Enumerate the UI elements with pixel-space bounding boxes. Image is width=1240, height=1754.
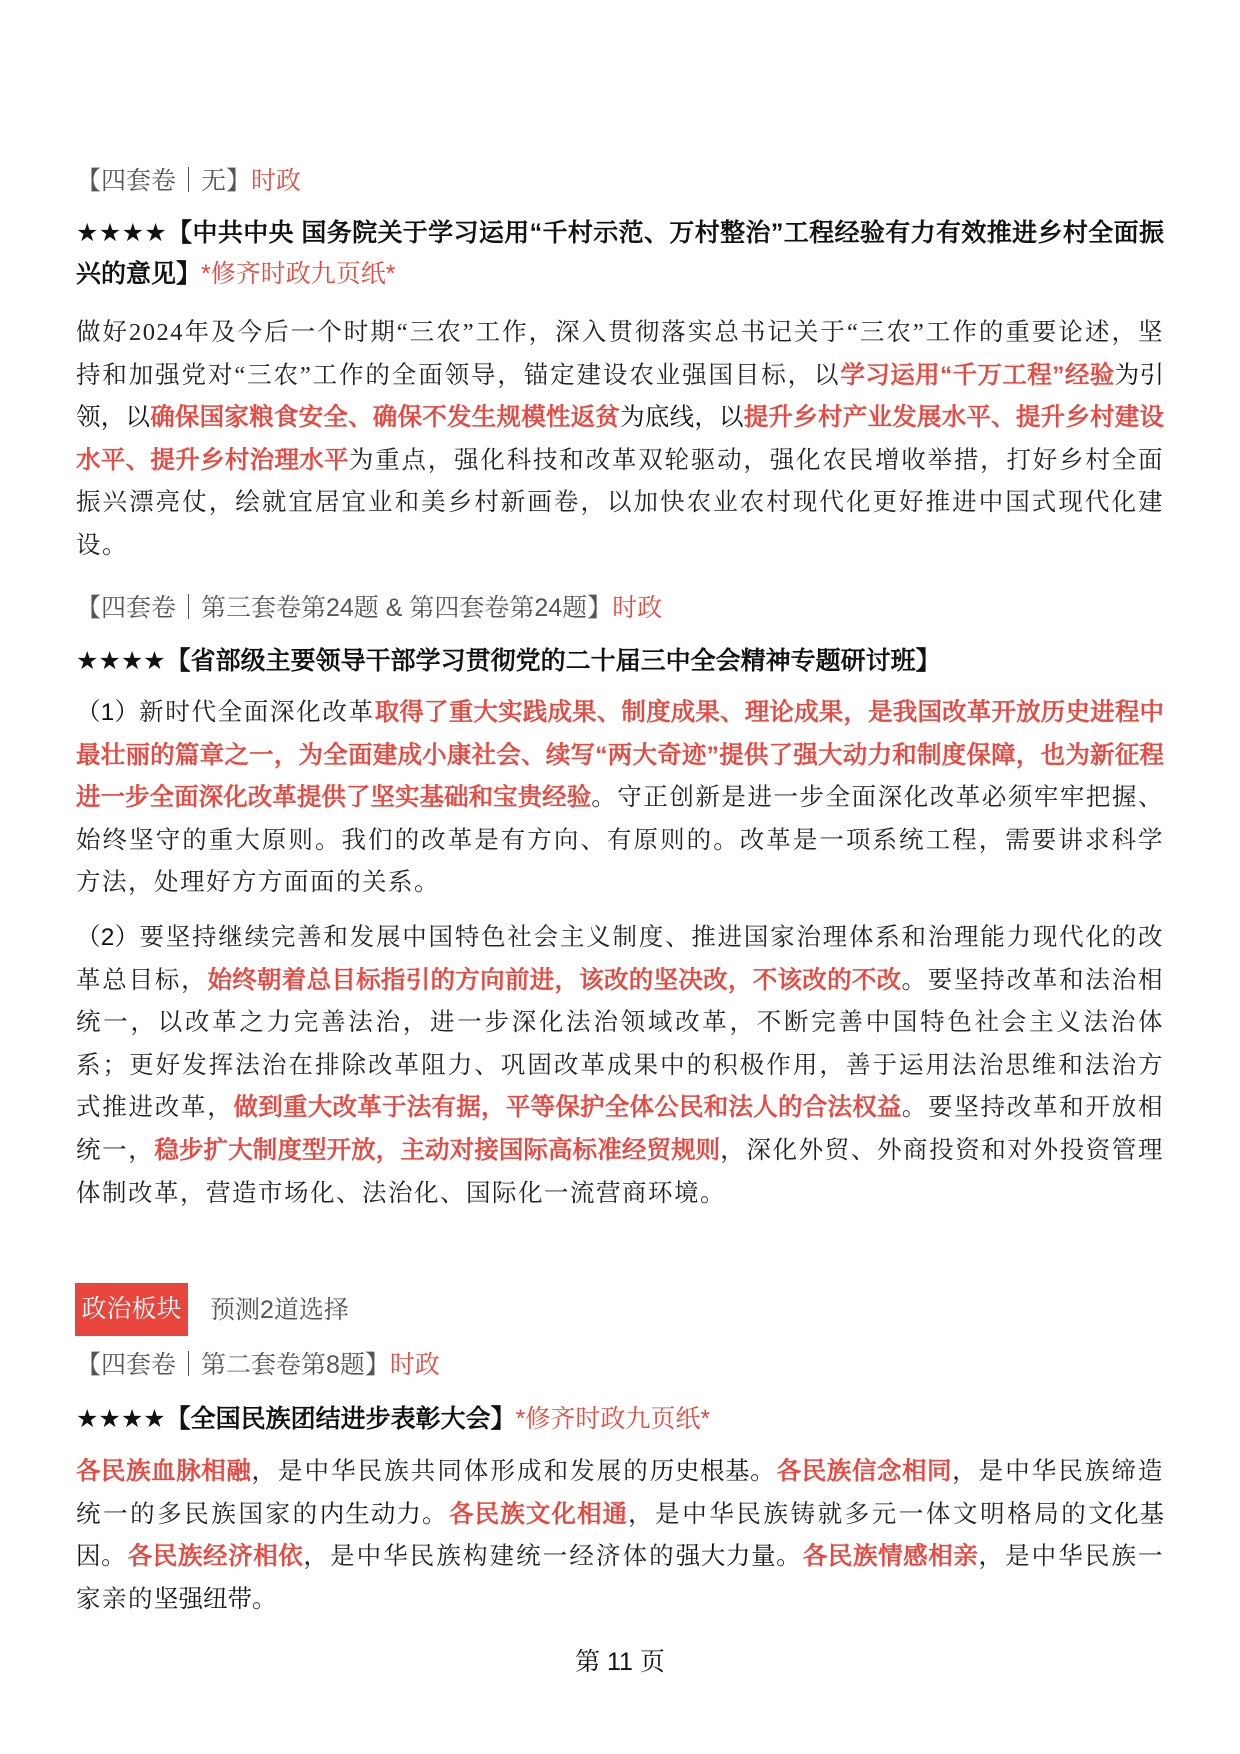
- highlighted-text: 各民族文化相通: [449, 1500, 629, 1528]
- highlighted-text: 取得了重大实践成果、制度成果、理论成果，是我国改革开放历史进程中最壮丽的篇章之一，为全面建成小康社会、续写“两大奇迹”提供了强大动力和制度保障，也为新征程进一步全面深化改革提供了坚实基础和宝贵经验: [76, 699, 1164, 812]
- text-segment: 强大力量: [675, 1543, 777, 1571]
- text-segment: 文化基因: [76, 1500, 1165, 1571]
- source-line-3: [76, 1348, 1164, 1382]
- item-title-3: [76, 1399, 1164, 1440]
- text-segment: 历史根基: [649, 1458, 751, 1485]
- text-segment: ，是中华民族缔造统一的多民族国家的: [76, 1458, 1165, 1528]
- text-segment: 。要坚持改革和开放相统一，: [76, 1094, 1164, 1164]
- text-segment: 新时代全面深化改革: [139, 699, 375, 726]
- highlighted-text: 做到重大改革于法有据，平等保护全体公民和法人的合法权益: [233, 1094, 902, 1122]
- text-segment: 为底线，以: [620, 404, 744, 432]
- text-segment: 要坚持继续完善和发展中国特色社会主义制度、推进国家治理体系和治理能力现代化的改革总目标，: [76, 924, 1164, 994]
- topic-tag: 时政: [389, 1351, 440, 1379]
- source-line-1: [76, 164, 1164, 198]
- paragraph: [76, 692, 1164, 905]
- highlighted-text: 各民族情感相亲: [802, 1543, 979, 1571]
- text-segment: ，是中华民族构建统一经济体的: [303, 1543, 676, 1571]
- source-note: *修齐时政九页纸*: [201, 260, 396, 288]
- highlighted-text: 学习运用“千万工程”经验: [840, 361, 1115, 389]
- highlighted-text: 稳步扩大制度型开放，主动对接国际高标准经贸规则: [154, 1136, 721, 1164]
- text-segment: 为重点，强化科技和改革双轮驱动，强化农民增收举措，打好乡村全面振兴漂亮仗，绘就宜居宜业和美乡村新画卷，以加快农业农村现代化更好推进中国式现代化建设。: [76, 446, 1165, 559]
- section-badge-subtitle: 预测2道选择: [210, 1296, 349, 1324]
- section-badge: 政治板块: [75, 1283, 188, 1336]
- text-segment: （2）: [76, 924, 140, 951]
- paragraph: [76, 312, 1164, 568]
- source-line-2: [76, 591, 1164, 625]
- source-text: 【四套卷｜第二套卷第8题】: [76, 1351, 390, 1379]
- source-text: 【四套卷｜第三套卷第24题 & 第四套卷第24题】: [76, 594, 613, 622]
- item-title-1: [76, 213, 1164, 295]
- highlighted-text: 各民族血脉相融: [76, 1458, 252, 1485]
- text-segment: 为引领，以: [76, 361, 1165, 432]
- text-segment: 。要坚持改革和法治相统一，以改革之力完善法治，进一步深化法治领域改革，不断完善中国特色社会主义法治体系；更好发挥法治在排除改革阻力、巩固改革成果中的积极作用，善于运用法治思维和法治方式推进改革，: [76, 966, 1165, 1122]
- topic-tag: 时政: [612, 594, 663, 622]
- highlighted-text: 确保国家粮食安全、确保不发生规模性返贫: [150, 404, 621, 432]
- text-segment: ，是中华民族共同体形成和发展的: [251, 1458, 650, 1485]
- title-text: ★★★★【中共中央 国务院关于学习运用“千村示范、万村整治”工程经验有力有效推进乡村全面振兴的意见】: [76, 219, 1164, 288]
- text-segment: 坚强纽带: [154, 1585, 252, 1613]
- text-segment: 。: [252, 1585, 278, 1613]
- text-segment: 。: [422, 1500, 450, 1528]
- item-title-2: [76, 641, 1164, 682]
- title-text: ★★★★【全国民族团结进步表彰大会】: [76, 1405, 516, 1433]
- highlighted-text: 提升乡村产业发展水平、提升乡村建设水平、提升乡村治理水平: [76, 404, 1165, 474]
- text-segment: 做好2024年及今后一个时期“三农”工作，深入贯彻落实总书记关于“三农”工作的重要论述，坚持和加强党对“三农”工作的全面领导，锚定建设农业强国目标，以: [76, 319, 1164, 389]
- title-text: ★★★★【省部级主要领导干部学习贯彻党的二十届三中全会精神专题研讨班】: [76, 647, 941, 675]
- page-number: 第 11 页: [575, 1648, 665, 1676]
- text-segment: 。: [101, 1543, 128, 1571]
- text-segment: ，是中华民族一家亲的: [76, 1543, 1165, 1613]
- text-segment: 。: [750, 1458, 777, 1485]
- paragraph: [76, 917, 1164, 1215]
- text-segment: ，深化外贸、外商投资和对外投资管理体制改革，营造市场化、法治化、国际化一流营商环境。: [76, 1136, 1165, 1207]
- text-segment: 内生动力: [319, 1500, 422, 1528]
- source-note: *修齐时政九页纸*: [515, 1405, 711, 1433]
- text-segment: 。守正创新是进一步全面深化改革必须牢牢把握、始终坚守的重大原则。我们的改革是有方向、有原则的。改革是一项系统工程，需要讲求科学方法，处理好方方面面的关系。: [76, 784, 1164, 897]
- topic-tag: 时政: [251, 167, 302, 195]
- highlighted-text: 始终朝着总目标指引的方向前进，该改的坚决改，不该改的不改: [207, 966, 902, 994]
- source-text: 【四套卷｜无】: [76, 167, 252, 195]
- text-segment: 。: [776, 1543, 803, 1571]
- text-segment: （1）: [76, 699, 140, 726]
- highlighted-text: 各民族经济相依: [127, 1543, 304, 1571]
- text-segment: ，是中华民族铸就多元一体文明格局的: [628, 1500, 1089, 1528]
- highlighted-text: 各民族信念相同: [776, 1458, 953, 1485]
- paragraph: [76, 1451, 1164, 1621]
